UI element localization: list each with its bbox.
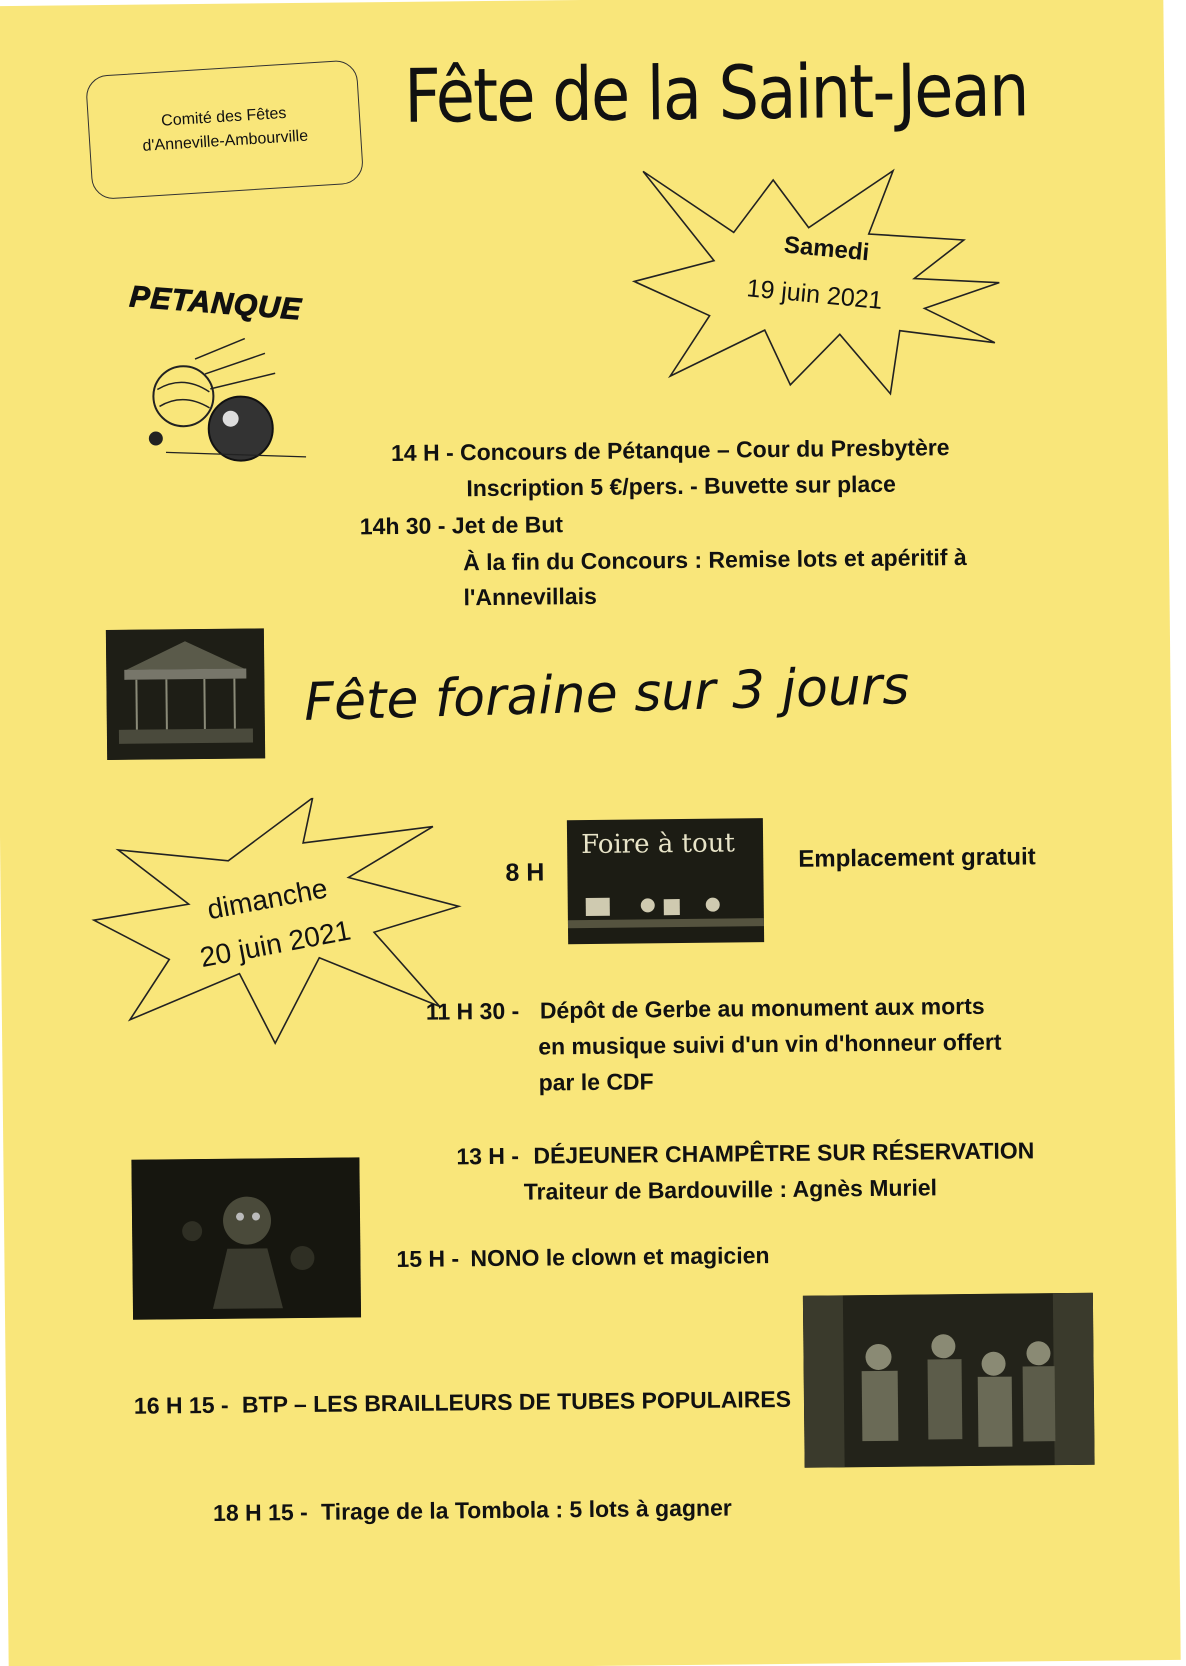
event-time: 13 H -: [456, 1142, 520, 1170]
event-text: Tirage de la Tombola : 5 lots à gagner: [320, 1494, 732, 1525]
foire-sign-photo: [567, 818, 764, 944]
foire-sign-text: Foire à tout: [580, 828, 736, 861]
event-text: Dépôt de Gerbe au monument aux morts: [539, 992, 985, 1024]
sunday-starburst: [88, 796, 471, 1050]
clown-icon: [131, 1157, 361, 1319]
page-title: Fête de la Saint-Jean: [403, 47, 1029, 140]
event-text: NONO le clown et magicien: [470, 1242, 770, 1272]
event-time: 11 H 30 -: [425, 997, 520, 1025]
organizer-line-1: Comité des Fêtes: [160, 104, 287, 130]
foire-time: 8 H: [505, 858, 545, 887]
fair-title: Fête foraine sur 3 jours: [303, 656, 911, 733]
event-text: en musique suivi d'un vin d'honneur offert: [538, 1028, 1002, 1060]
carousel-icon: [106, 628, 265, 760]
event-row: [463, 583, 597, 611]
event-row: [391, 434, 950, 467]
event-text: BTP – LES BRAILLEURS DE TUBES POPULAIRES: [241, 1385, 792, 1418]
event-time: 18 H 15 -: [212, 1498, 308, 1526]
event-text: Inscription 5 €/pers. - Buvette sur place: [466, 470, 896, 502]
saturday-date: 19 juin 2021: [745, 274, 884, 315]
event-time: 14 H -: [390, 439, 454, 467]
foire-note: Emplacement gratuit: [798, 843, 1036, 873]
organizer-line-2: d'Anneville-Ambourville: [142, 127, 309, 155]
saturday-day: Samedi: [782, 231, 871, 267]
event-row: [360, 511, 564, 540]
event-text: l'Annevillais: [463, 582, 597, 611]
event-time: 16 H 15 -: [133, 1391, 229, 1419]
sunday-date: 20 juin 2021: [197, 914, 354, 974]
event-row: [466, 471, 896, 502]
flea-market-objects-icon: [567, 878, 764, 944]
event-text: DÉJEUNER CHAMPÊTRE SUR RÉSERVATION: [533, 1137, 1035, 1169]
event-time: 14h 30 -: [359, 512, 446, 540]
organizer-badge: [85, 59, 364, 200]
petanque-logo-text: PETANQUE: [128, 280, 303, 327]
sunday-day: dimanche: [204, 872, 330, 926]
clown-photo: [131, 1157, 361, 1319]
band-icon: [803, 1293, 1095, 1468]
event-text: À la fin du Concours : Remise lots et apéritif à: [463, 543, 967, 576]
event-text: Concours de Pétanque – Cour du Presbytère: [459, 434, 950, 466]
event-text: par le CDF: [538, 1068, 654, 1096]
event-text: Traiteur de Bardouville : Agnès Muriel: [523, 1174, 938, 1205]
event-text: Jet de But: [451, 511, 564, 539]
carousel-photo: [106, 628, 265, 760]
event-time: 15 H -: [396, 1245, 460, 1273]
petanque-balls-icon: [135, 333, 316, 475]
band-photo: [803, 1293, 1095, 1468]
event-row: [463, 544, 967, 576]
